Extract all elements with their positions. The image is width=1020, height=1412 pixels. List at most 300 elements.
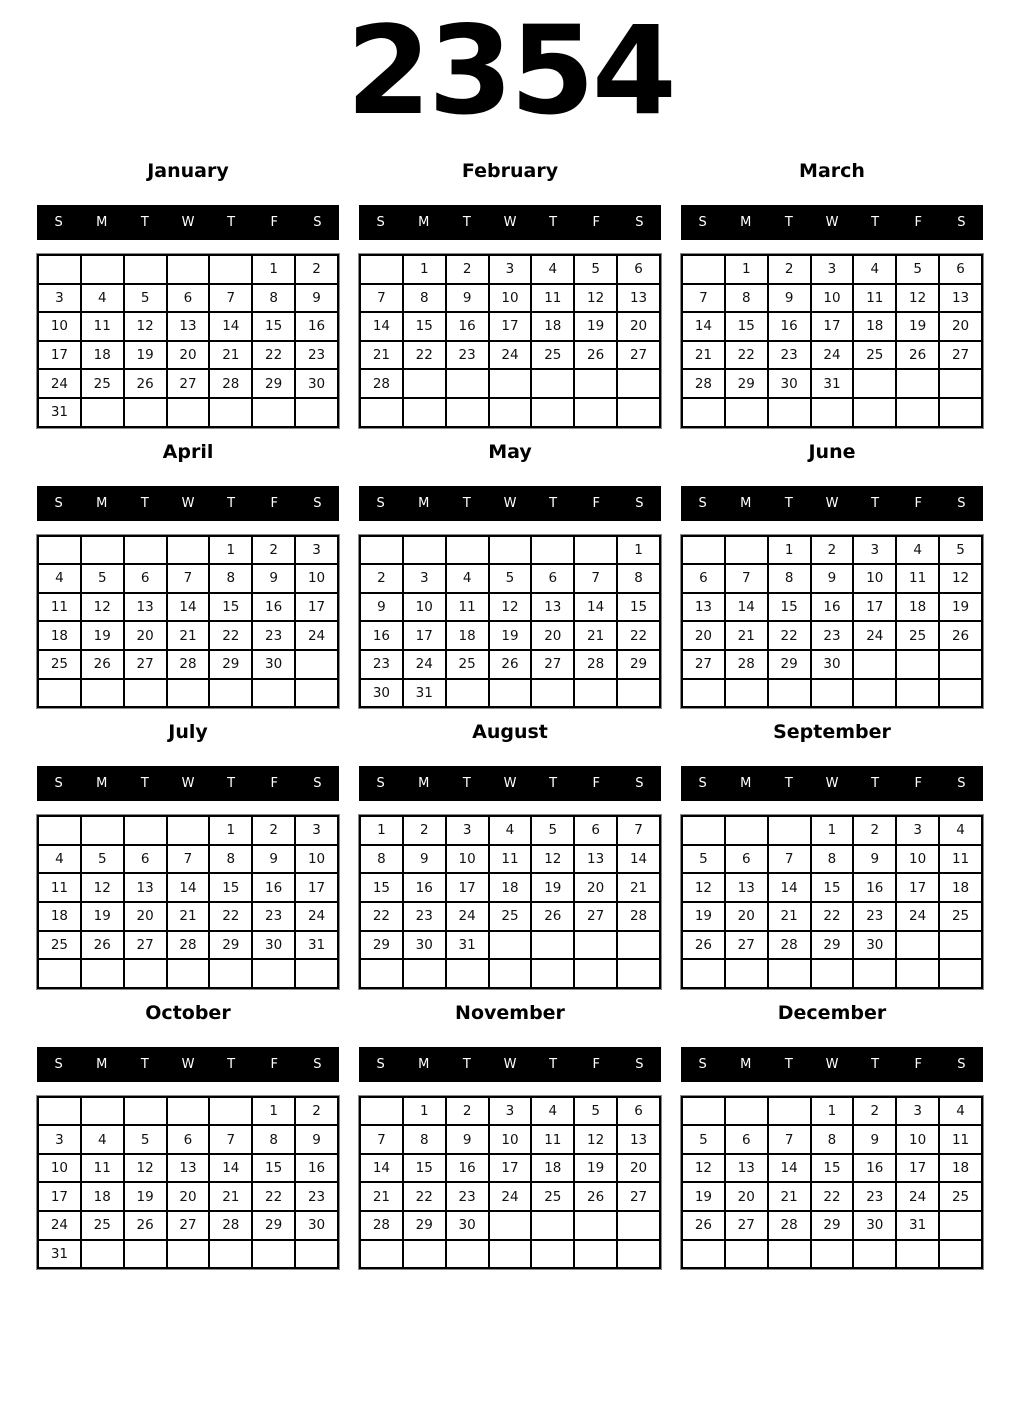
- day-cell: 24: [896, 902, 939, 931]
- week-row: [38, 816, 338, 845]
- day-cell: 23: [853, 902, 896, 931]
- day-cell: [682, 816, 725, 845]
- day-cell: 19: [682, 1182, 725, 1211]
- day-cell: 11: [38, 593, 81, 622]
- week-row: [682, 1182, 982, 1211]
- week-row: [360, 679, 660, 708]
- day-cell: 12: [81, 873, 124, 902]
- day-cell: 12: [81, 593, 124, 622]
- day-cell: [295, 959, 338, 988]
- day-cell: 20: [574, 873, 617, 902]
- weekday-label: M: [96, 495, 108, 511]
- day-cell: 29: [768, 650, 811, 679]
- day-cell: 7: [167, 845, 210, 874]
- day-cell: [167, 679, 210, 708]
- weekday-label: S: [376, 495, 385, 511]
- day-cell: [574, 369, 617, 398]
- week-row: [682, 931, 982, 960]
- day-cell: [853, 679, 896, 708]
- weekday-header: [359, 766, 661, 801]
- day-cell: 9: [853, 1125, 896, 1154]
- day-cell: 14: [209, 1154, 252, 1183]
- day-cell: 22: [209, 621, 252, 650]
- day-cell: 8: [360, 845, 403, 874]
- weekday-label: S: [698, 1056, 707, 1072]
- day-cell: 20: [939, 312, 982, 341]
- day-cell: [295, 650, 338, 679]
- day-cell: 14: [209, 312, 252, 341]
- day-cell: 12: [939, 564, 982, 593]
- day-cell: 18: [446, 621, 489, 650]
- day-cell: 6: [167, 284, 210, 313]
- day-cell: [896, 1240, 939, 1269]
- day-cell: 18: [81, 1182, 124, 1211]
- day-cell: [124, 1240, 167, 1269]
- day-cell: [531, 959, 574, 988]
- day-cell: 25: [446, 650, 489, 679]
- day-cell: 12: [682, 1154, 725, 1183]
- day-cell: 13: [574, 845, 617, 874]
- month-grid: [681, 1096, 983, 1270]
- day-cell: 22: [811, 902, 854, 931]
- day-cell: 24: [896, 1182, 939, 1211]
- day-cell: [768, 1097, 811, 1126]
- day-cell: 29: [811, 1211, 854, 1240]
- day-cell: 27: [167, 369, 210, 398]
- day-cell: 25: [853, 341, 896, 370]
- day-cell: 2: [295, 1097, 338, 1126]
- day-cell: [403, 536, 446, 565]
- weekday-header: [359, 205, 661, 240]
- day-cell: 10: [295, 564, 338, 593]
- day-cell: 17: [295, 873, 338, 902]
- day-cell: 1: [209, 536, 252, 565]
- day-cell: 20: [167, 341, 210, 370]
- day-cell: 3: [489, 1097, 532, 1126]
- day-cell: 10: [403, 593, 446, 622]
- day-cell: 30: [768, 369, 811, 398]
- day-cell: [531, 1240, 574, 1269]
- day-cell: 25: [939, 1182, 982, 1211]
- day-cell: 19: [124, 1182, 167, 1211]
- day-cell: 14: [360, 1154, 403, 1183]
- month-grid: [681, 535, 983, 709]
- week-row: [38, 369, 338, 398]
- day-cell: 13: [682, 593, 725, 622]
- day-cell: 26: [81, 931, 124, 960]
- day-cell: [617, 1211, 660, 1240]
- day-cell: 9: [360, 593, 403, 622]
- week-row: [38, 1211, 338, 1240]
- day-cell: 26: [81, 650, 124, 679]
- month-grid: [359, 535, 661, 709]
- week-row: [38, 959, 338, 988]
- day-cell: 1: [209, 816, 252, 845]
- day-cell: [209, 255, 252, 284]
- day-cell: [574, 536, 617, 565]
- week-row: [682, 1240, 982, 1269]
- week-row: [38, 312, 338, 341]
- weekday-label: W: [181, 215, 195, 230]
- day-cell: 20: [617, 312, 660, 341]
- week-row: [682, 536, 982, 565]
- day-cell: [446, 398, 489, 427]
- day-cell: 10: [38, 1154, 81, 1183]
- day-cell: 24: [38, 369, 81, 398]
- day-cell: 30: [811, 650, 854, 679]
- day-cell: [617, 369, 660, 398]
- day-cell: 17: [295, 593, 338, 622]
- weekday-label: T: [784, 215, 793, 230]
- day-cell: 29: [360, 931, 403, 960]
- week-row: [38, 536, 338, 565]
- day-cell: [725, 398, 768, 427]
- weekday-label: S: [698, 215, 707, 230]
- day-cell: [725, 536, 768, 565]
- day-cell: 1: [768, 536, 811, 565]
- day-cell: [360, 255, 403, 284]
- day-cell: 27: [939, 341, 982, 370]
- month-grid: [681, 254, 983, 428]
- day-cell: 17: [403, 621, 446, 650]
- day-cell: 4: [38, 845, 81, 874]
- day-cell: 7: [360, 1125, 403, 1154]
- weekday-label: S: [957, 776, 966, 792]
- week-row: [682, 902, 982, 931]
- day-cell: [811, 959, 854, 988]
- day-cell: [853, 959, 896, 988]
- week-row: [682, 959, 982, 988]
- day-cell: 4: [489, 816, 532, 845]
- weekday-header: [681, 766, 983, 801]
- weekday-label: W: [181, 495, 195, 511]
- day-cell: 25: [489, 902, 532, 931]
- day-cell: 7: [360, 284, 403, 313]
- weekday-label: S: [957, 495, 966, 511]
- weekday-label: T: [462, 495, 471, 511]
- weekday-label: T: [462, 776, 471, 792]
- weekday-label: W: [503, 776, 517, 792]
- weekday-label: S: [54, 215, 63, 230]
- day-cell: 4: [531, 1097, 574, 1126]
- day-cell: 21: [682, 341, 725, 370]
- day-cell: [403, 369, 446, 398]
- day-cell: 3: [896, 816, 939, 845]
- day-cell: [489, 369, 532, 398]
- day-cell: 30: [853, 1211, 896, 1240]
- week-row: [38, 650, 338, 679]
- week-row: [38, 341, 338, 370]
- day-cell: 17: [38, 1182, 81, 1211]
- day-cell: 5: [574, 255, 617, 284]
- weekday-label: F: [270, 215, 279, 230]
- weekday-label: T: [140, 495, 149, 511]
- day-cell: 12: [124, 312, 167, 341]
- weekday-header: [37, 205, 339, 240]
- day-cell: 18: [531, 312, 574, 341]
- day-cell: [682, 679, 725, 708]
- day-cell: 30: [295, 1211, 338, 1240]
- day-cell: 28: [617, 902, 660, 931]
- month-name: July: [168, 721, 208, 744]
- day-cell: 2: [295, 255, 338, 284]
- day-cell: [682, 1097, 725, 1126]
- weekday-label: T: [227, 776, 236, 792]
- month-december: [681, 1000, 983, 1270]
- day-cell: 27: [725, 931, 768, 960]
- day-cell: 25: [896, 621, 939, 650]
- week-row: [682, 564, 982, 593]
- weekday-header: [359, 1047, 661, 1082]
- day-cell: [531, 679, 574, 708]
- day-cell: 22: [725, 341, 768, 370]
- week-row: [360, 873, 660, 902]
- day-cell: [38, 536, 81, 565]
- weekday-label: T: [140, 1056, 149, 1072]
- day-cell: 24: [403, 650, 446, 679]
- day-cell: 2: [403, 816, 446, 845]
- month-grid: [37, 815, 339, 989]
- day-cell: 30: [360, 679, 403, 708]
- weekday-label: T: [784, 1056, 793, 1072]
- day-cell: 6: [617, 255, 660, 284]
- day-cell: 28: [167, 931, 210, 960]
- week-row: [360, 1125, 660, 1154]
- day-cell: 14: [360, 312, 403, 341]
- day-cell: [167, 816, 210, 845]
- month-july: [37, 719, 339, 989]
- weekday-label: W: [825, 495, 839, 511]
- week-row: [682, 873, 982, 902]
- day-cell: 2: [252, 816, 295, 845]
- week-row: [38, 1125, 338, 1154]
- day-cell: 1: [252, 255, 295, 284]
- day-cell: 25: [939, 902, 982, 931]
- week-row: [360, 255, 660, 284]
- day-cell: [489, 398, 532, 427]
- day-cell: 17: [853, 593, 896, 622]
- day-cell: 9: [446, 1125, 489, 1154]
- weekday-label: M: [96, 776, 108, 792]
- day-cell: [446, 1240, 489, 1269]
- day-cell: 5: [124, 284, 167, 313]
- weekday-label: W: [503, 1056, 517, 1072]
- day-cell: [896, 959, 939, 988]
- day-cell: [725, 679, 768, 708]
- week-row: [38, 1182, 338, 1211]
- day-cell: [939, 931, 982, 960]
- day-cell: 5: [682, 1125, 725, 1154]
- day-cell: 7: [725, 564, 768, 593]
- month-grid: [359, 815, 661, 989]
- day-cell: 6: [725, 1125, 768, 1154]
- week-row: [682, 341, 982, 370]
- day-cell: [531, 369, 574, 398]
- day-cell: 8: [617, 564, 660, 593]
- day-cell: 16: [853, 1154, 896, 1183]
- day-cell: 6: [617, 1097, 660, 1126]
- day-cell: 11: [81, 312, 124, 341]
- day-cell: 21: [209, 341, 252, 370]
- weekday-label: M: [418, 776, 430, 792]
- day-cell: 27: [725, 1211, 768, 1240]
- week-row: [682, 369, 982, 398]
- day-cell: 15: [252, 312, 295, 341]
- weekday-header: [681, 486, 983, 521]
- day-cell: 18: [38, 621, 81, 650]
- day-cell: 10: [295, 845, 338, 874]
- day-cell: 8: [403, 284, 446, 313]
- weekday-label: T: [784, 776, 793, 792]
- day-cell: 15: [360, 873, 403, 902]
- day-cell: 10: [896, 1125, 939, 1154]
- day-cell: 17: [489, 1154, 532, 1183]
- day-cell: 6: [124, 564, 167, 593]
- day-cell: 1: [811, 1097, 854, 1126]
- day-cell: 28: [682, 369, 725, 398]
- day-cell: 23: [295, 1182, 338, 1211]
- day-cell: 24: [295, 621, 338, 650]
- day-cell: [489, 536, 532, 565]
- day-cell: 23: [853, 1182, 896, 1211]
- weekday-label: S: [376, 1056, 385, 1072]
- day-cell: 18: [531, 1154, 574, 1183]
- day-cell: 21: [574, 621, 617, 650]
- weekday-label: T: [462, 215, 471, 230]
- day-cell: [360, 1097, 403, 1126]
- day-cell: [252, 1240, 295, 1269]
- day-cell: 2: [252, 536, 295, 565]
- weekday-label: T: [549, 215, 558, 230]
- day-cell: 13: [617, 1125, 660, 1154]
- week-row: [38, 1097, 338, 1126]
- day-cell: 19: [896, 312, 939, 341]
- day-cell: [252, 959, 295, 988]
- week-row: [360, 536, 660, 565]
- weekday-label: W: [503, 495, 517, 511]
- day-cell: [939, 369, 982, 398]
- day-cell: 8: [209, 564, 252, 593]
- weekday-label: T: [462, 1056, 471, 1072]
- weekday-label: F: [592, 776, 601, 792]
- day-cell: 17: [489, 312, 532, 341]
- day-cell: 9: [853, 845, 896, 874]
- day-cell: [725, 1097, 768, 1126]
- day-cell: 5: [896, 255, 939, 284]
- day-cell: 15: [209, 873, 252, 902]
- day-cell: 20: [167, 1182, 210, 1211]
- day-cell: 22: [811, 1182, 854, 1211]
- month-grid: [37, 535, 339, 709]
- day-cell: [81, 536, 124, 565]
- day-cell: 11: [531, 284, 574, 313]
- day-cell: 3: [446, 816, 489, 845]
- day-cell: [167, 1097, 210, 1126]
- day-cell: 15: [811, 873, 854, 902]
- day-cell: 26: [124, 1211, 167, 1240]
- day-cell: 12: [531, 845, 574, 874]
- day-cell: [38, 1097, 81, 1126]
- day-cell: 22: [252, 341, 295, 370]
- day-cell: 8: [811, 1125, 854, 1154]
- day-cell: 10: [446, 845, 489, 874]
- day-cell: [124, 1097, 167, 1126]
- day-cell: 24: [811, 341, 854, 370]
- day-cell: [531, 1211, 574, 1240]
- day-cell: 11: [939, 845, 982, 874]
- day-cell: [768, 398, 811, 427]
- weekday-label: S: [313, 1056, 322, 1072]
- weekday-label: S: [698, 776, 707, 792]
- day-cell: 15: [403, 312, 446, 341]
- day-cell: 1: [403, 1097, 446, 1126]
- day-cell: [939, 1240, 982, 1269]
- month-february: [359, 158, 661, 428]
- day-cell: [682, 536, 725, 565]
- month-january: [37, 158, 339, 428]
- week-row: [360, 650, 660, 679]
- weekday-label: T: [140, 776, 149, 792]
- week-row: [38, 621, 338, 650]
- day-cell: [489, 1240, 532, 1269]
- day-cell: [725, 959, 768, 988]
- day-cell: 16: [252, 593, 295, 622]
- weekday-label: W: [181, 776, 195, 792]
- day-cell: 26: [682, 931, 725, 960]
- day-cell: 31: [295, 931, 338, 960]
- week-row: [360, 845, 660, 874]
- day-cell: [682, 1240, 725, 1269]
- day-cell: [81, 816, 124, 845]
- day-cell: [489, 959, 532, 988]
- weekday-label: F: [914, 215, 923, 230]
- day-cell: [768, 959, 811, 988]
- day-cell: [896, 398, 939, 427]
- day-cell: 23: [252, 621, 295, 650]
- day-cell: 8: [403, 1125, 446, 1154]
- day-cell: [81, 679, 124, 708]
- weekday-label: S: [635, 1056, 644, 1072]
- day-cell: 19: [81, 902, 124, 931]
- week-row: [360, 1211, 660, 1240]
- day-cell: 10: [896, 845, 939, 874]
- day-cell: 30: [403, 931, 446, 960]
- week-row: [682, 1154, 982, 1183]
- day-cell: [531, 536, 574, 565]
- day-cell: [939, 650, 982, 679]
- day-cell: 23: [446, 1182, 489, 1211]
- day-cell: 4: [939, 816, 982, 845]
- day-cell: [124, 679, 167, 708]
- day-cell: 1: [252, 1097, 295, 1126]
- day-cell: 16: [403, 873, 446, 902]
- weekday-label: T: [871, 215, 880, 230]
- week-row: [682, 679, 982, 708]
- day-cell: 9: [403, 845, 446, 874]
- week-row: [38, 398, 338, 427]
- weekday-label: F: [914, 776, 923, 792]
- day-cell: 13: [939, 284, 982, 313]
- day-cell: 31: [38, 1240, 81, 1269]
- weekday-label: S: [957, 1056, 966, 1072]
- day-cell: 4: [896, 536, 939, 565]
- week-row: [38, 902, 338, 931]
- day-cell: 13: [725, 873, 768, 902]
- weekday-label: S: [313, 215, 322, 230]
- weekday-label: W: [825, 1056, 839, 1072]
- day-cell: 29: [209, 931, 252, 960]
- day-cell: [725, 1240, 768, 1269]
